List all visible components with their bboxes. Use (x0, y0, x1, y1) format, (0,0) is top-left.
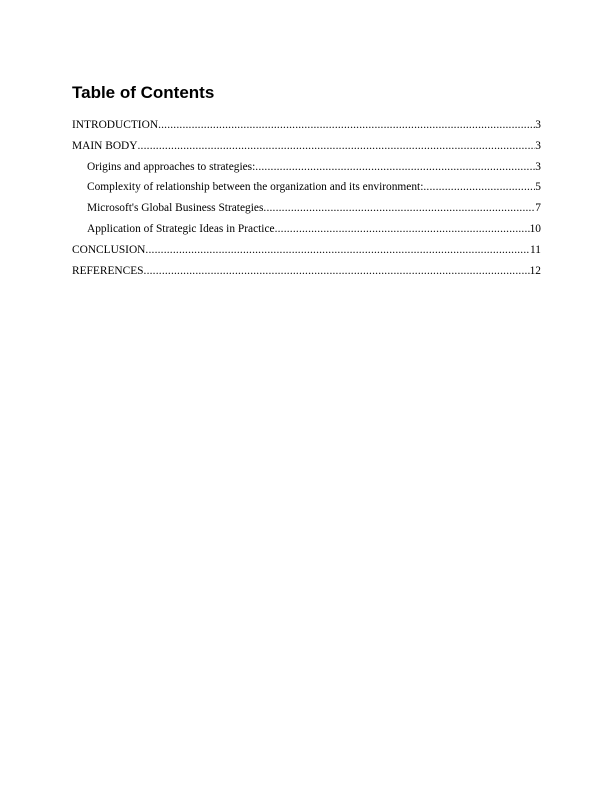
dot-leader (423, 177, 535, 198)
toc-entry-label: MAIN BODY (72, 139, 138, 152)
toc-entry-label: Microsoft's Global Business Strategies (87, 202, 264, 215)
dot-leader (275, 219, 530, 240)
toc-title: Table of Contents (72, 83, 215, 102)
toc-entry-main-body[interactable] (72, 136, 541, 157)
toc-entry-label: Origins and approaches to strategies: (87, 160, 256, 173)
toc-entry-page: 12 (529, 264, 541, 277)
toc-entry-page: 5 (535, 181, 541, 194)
toc-entry-page: 10 (529, 222, 541, 235)
toc-entry-page: 3 (535, 139, 541, 152)
toc-entry-introduction[interactable] (72, 115, 541, 136)
toc-entry-page: 3 (535, 119, 541, 131)
toc-entry-label: CONCLUSION (72, 243, 146, 256)
toc-entry-label: REFERENCES (72, 264, 144, 277)
toc-entry-page: 11 (530, 243, 541, 256)
toc-entry-label: Complexity of relationship between the organization and its environment: (87, 181, 424, 194)
toc-entry-conclusion[interactable] (72, 240, 541, 261)
dot-leader (145, 240, 530, 261)
toc-entry-label: Application of Strategic Ideas in Practice (87, 222, 275, 235)
toc-entry-origins[interactable] (72, 157, 541, 178)
dot-leader (255, 157, 535, 178)
toc-entry-application[interactable] (72, 219, 541, 240)
dot-leader (263, 198, 535, 219)
toc-entry-page: 3 (535, 160, 541, 173)
toc-entry-page: 7 (535, 202, 541, 215)
toc-list (72, 115, 541, 281)
dot-leader (138, 136, 536, 157)
toc-entry-microsoft-strategies[interactable] (72, 198, 541, 219)
toc-entry-label: INTRODUCTION (72, 119, 159, 131)
toc-entry-complexity[interactable] (72, 177, 541, 198)
dot-leader (158, 115, 535, 136)
dot-leader (144, 261, 530, 282)
toc-entry-references[interactable] (72, 261, 541, 282)
